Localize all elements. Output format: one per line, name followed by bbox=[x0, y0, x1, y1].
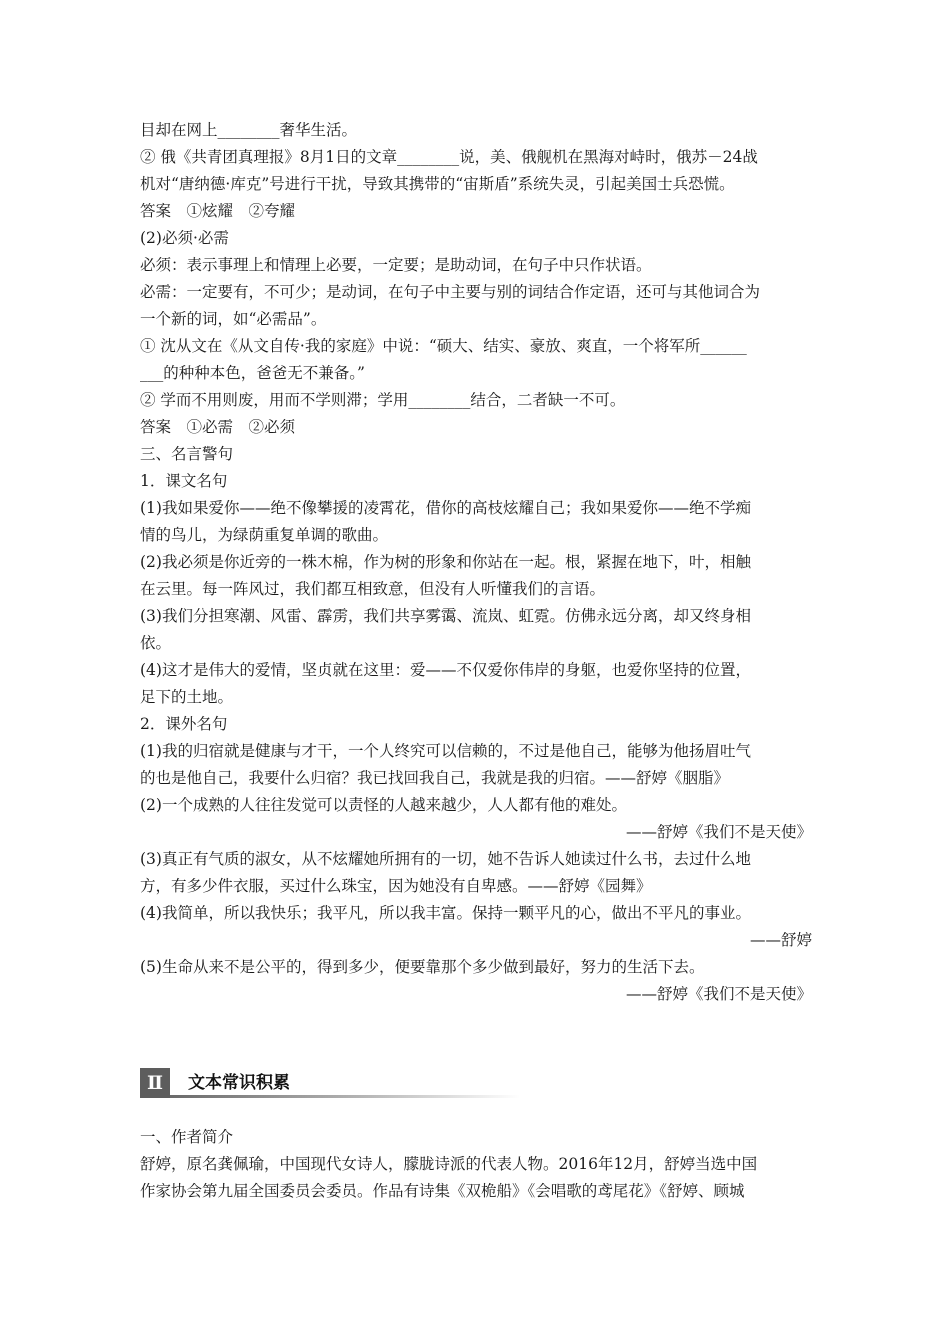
section-title: 文本常识积累 bbox=[188, 1073, 290, 1093]
subsection-heading: 2．课外名句 bbox=[140, 715, 228, 733]
author-intro-block bbox=[140, 1124, 812, 1205]
quote-line: (3)真正有气质的淑女，从不炫耀她所拥有的一切，她不告诉人她读过什么书，去过什么地 bbox=[140, 850, 751, 868]
quote-line: (2)一个成熟的人往往发觉可以责怪的人越来越少，人人都有他的难处。 bbox=[140, 796, 627, 814]
text-line: 作家协会第九届全国委员会委员。作品有诗集《双桅船》《会唱歌的鸢尾花》《舒婷、顾城 bbox=[140, 1182, 745, 1200]
quote-line: (2)我必须是你近旁的一株木棉，作为树的形象和你站在一起。根，紧握在地下，叶，相触 bbox=[140, 553, 751, 571]
answer-line: 答案 ①必需 ②必须 bbox=[140, 418, 296, 436]
text-line: 在云里。每一阵风过，我们都互相致意，但没有人听懂我们的言语。 bbox=[140, 580, 606, 598]
section-number-badge: Ⅱ bbox=[140, 1068, 170, 1098]
section-heading: 一、作者简介 bbox=[140, 1128, 234, 1146]
quote-attribution: ——舒婷 bbox=[749, 931, 812, 949]
section-underline bbox=[170, 1095, 520, 1098]
text-line: 的也是他自己，我要什么归宿？我已找回我自己，我就是我的归宿。——舒婷《胭脂》 bbox=[140, 769, 730, 787]
main-text-block bbox=[140, 117, 812, 1008]
quote-attribution: ——舒婷《我们不是天使》 bbox=[625, 985, 812, 1003]
text-line: 情的鸟儿，为绿荫重复单调的歌曲。 bbox=[140, 526, 389, 544]
text-line: 依。 bbox=[140, 634, 172, 652]
definition-line: 必须：表示事理上和情理上必要，一定要；是助动词，在句子中只作状语。 bbox=[140, 256, 652, 274]
word-pair-heading: (2)必须·必需 bbox=[140, 229, 229, 247]
text-line: 机对“唐纳德·库克”号进行干扰，导致其携带的“宙斯盾”系统失灵，引起美国士兵恐慌。 bbox=[140, 175, 735, 193]
text-line: 目却在网上________奢华生活。 bbox=[140, 121, 358, 139]
quote-line: (4)我简单，所以我快乐；我平凡，所以我丰富。保持一颗平凡的心，做出不平凡的事业。 bbox=[140, 904, 751, 922]
quote-line: (3)我们分担寒潮、风雷、霹雳，我们共享雾霭、流岚、虹霓。仿佛永远分离，却又终身相 bbox=[140, 607, 751, 625]
quote-line: (5)生命从来不是公平的，得到多少，便要靠那个多少做到最好，努力的生活下去。 bbox=[140, 958, 705, 976]
quote-line: (1)我如果爱你——绝不像攀援的凌霄花，借你的高枝炫耀自己；我如果爱你——绝不学痴 bbox=[140, 499, 751, 517]
exercise-item: ② 学而不用则废，用而不学则滞；学用________结合，二者缺一不可。 bbox=[140, 391, 626, 409]
section-heading: 三、名言警句 bbox=[140, 445, 234, 463]
answer-line: 答案 ①炫耀 ②夸耀 bbox=[140, 202, 296, 220]
text-line: 方，有多少件衣服，买过什么珠宝，因为她没有自卑感。——舒婷《园舞》 bbox=[140, 877, 652, 895]
subsection-heading: 1．课文名句 bbox=[140, 472, 228, 490]
exercise-item: ② 俄《共青团真理报》8月1日的文章________说，美、俄舰机在黑海对峙时，俄苏－24战 bbox=[140, 148, 758, 166]
text-line: ___的种种本色，爸爸无不兼备。” bbox=[140, 364, 365, 382]
section-banner bbox=[140, 1068, 520, 1098]
quote-line: (1)我的归宿就是健康与才干，一个人终究可以信赖的，不过是他自己，能够为他扬眉吐气 bbox=[140, 742, 751, 760]
definition-line: 必需：一定要有，不可少；是动词，在句子中主要与别的词结合作定语，还可与其他词合为 bbox=[140, 283, 761, 301]
text-line: 一个新的词，如“必需品”。 bbox=[140, 310, 327, 328]
text-line: 足下的土地。 bbox=[140, 688, 234, 706]
exercise-item: ① 沈从文在《从文自传·我的家庭》中说：“硕大、结实、豪放、爽直，一个将军所______ bbox=[140, 337, 747, 355]
text-line: 舒婷，原名龚佩瑜，中国现代女诗人，朦胧诗派的代表人物。2016年12月，舒婷当选中国 bbox=[140, 1155, 758, 1173]
quote-line: (4)这才是伟大的爱情，坚贞就在这里：爱——不仅爱你伟岸的身躯，也爱你坚持的位置， bbox=[140, 661, 751, 679]
quote-attribution: ——舒婷《我们不是天使》 bbox=[625, 823, 812, 841]
